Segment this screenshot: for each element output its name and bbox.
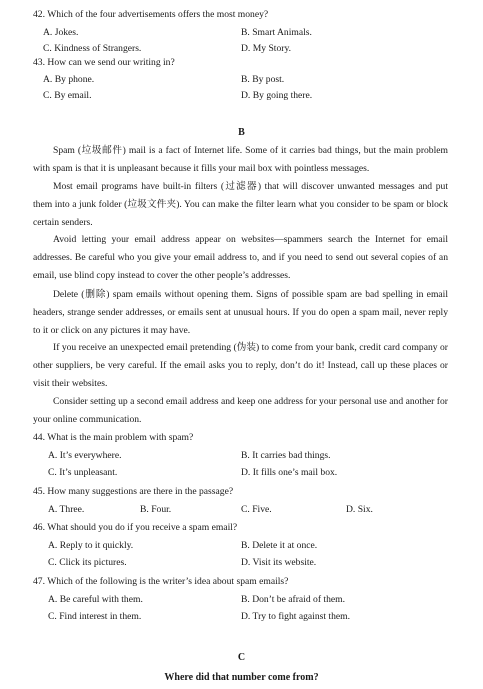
question-42: 42. Which of the four advertisements offers the most money?	[33, 9, 269, 20]
passage-b-paragraph-5: If you receive an unexpected email pretending (伪装) to come from your bank, credit card company or other suppliers, be very careful. If the email asks you to reply, don’t do it! Instead, call up these places or visit their websites.	[33, 342, 448, 389]
section-b-label: B	[238, 127, 245, 138]
section-c-title: Where did that number come from?	[164, 672, 319, 683]
q42-option-a: A. Jokes.	[43, 27, 79, 38]
q45-option-a: A. Three.	[48, 504, 85, 515]
question-45: 45. How many suggestions are there in the passage?	[33, 486, 234, 497]
q45-option-b: B. Four.	[140, 504, 172, 515]
q46-option-b: B. Delete it at once.	[241, 540, 318, 551]
passage-b-paragraph-3: Avoid letting your email address appear on websites—spammers search the Internet for email addresses. Be careful who you give your email address to, and if you need to send out several copies of an email, use blind copy instead to cover the other people’s addresses.	[33, 234, 448, 281]
q42-option-c: C. Kindness of Strangers.	[43, 43, 142, 54]
q43-option-c: C. By email.	[43, 90, 92, 101]
q44-option-c: C. It’s unpleasant.	[48, 467, 118, 478]
q45-option-c: C. Five.	[241, 504, 272, 515]
section-c-label: C	[237, 652, 246, 663]
q42-option-d: D. My Story.	[241, 43, 292, 54]
q46-option-c: C. Click its pictures.	[48, 557, 127, 568]
q43-option-b: B. By post.	[241, 74, 285, 85]
q44-option-a: A. It’s everywhere.	[48, 450, 122, 461]
q47-option-a: A. Be careful with them.	[48, 594, 143, 605]
question-44: 44. What is the main problem with spam?	[33, 432, 194, 443]
q47-option-c: C. Find interest in them.	[48, 611, 142, 622]
q43-option-a: A. By phone.	[43, 74, 95, 85]
q44-option-d: D. It fills one’s mail box.	[241, 467, 338, 478]
passage-b-paragraph-2: Most email programs have built-in filters (过滤器) that will discover unwanted messages and put them into a junk folder (垃圾文件夹). You can make the filter learn what you consider to be spam or block certain senders.	[33, 181, 448, 228]
passage-b-paragraph-6: Consider setting up a second email address and keep one address for your personal use and another for your online communication.	[33, 396, 448, 425]
q45-option-d: D. Six.	[346, 504, 373, 515]
q47-option-b: B. Don’t be afraid of them.	[241, 594, 345, 605]
question-43: 43. How can we send our writing in?	[33, 57, 175, 68]
q42-option-b: B. Smart Animals.	[241, 27, 312, 38]
q43-option-d: D. By going there.	[241, 90, 313, 101]
q44-option-b: B. It carries bad things.	[241, 450, 331, 461]
passage-b-paragraph-4: Delete (删除) spam emails without opening them. Signs of possible spam are bad spelling in email headers, strange sender addresses, or emails sent at unusual hours. If you do open a spam mail, never reply to it or click on any pictures it may have.	[33, 289, 448, 336]
question-47: 47. Which of the following is the writer’s idea about spam emails?	[33, 576, 289, 587]
q46-option-d: D. Visit its website.	[241, 557, 317, 568]
q46-option-a: A. Reply to it quickly.	[48, 540, 134, 551]
q47-option-d: D. Try to fight against them.	[241, 611, 350, 622]
question-46: 46. What should you do if you receive a spam email?	[33, 522, 238, 533]
passage-b-paragraph-1: Spam (垃圾邮件) mail is a fact of Internet life. Some of it carries bad things, but the main problem with spam is that it is unpleasant because it fills your mail box with pointless messages.	[33, 145, 448, 174]
